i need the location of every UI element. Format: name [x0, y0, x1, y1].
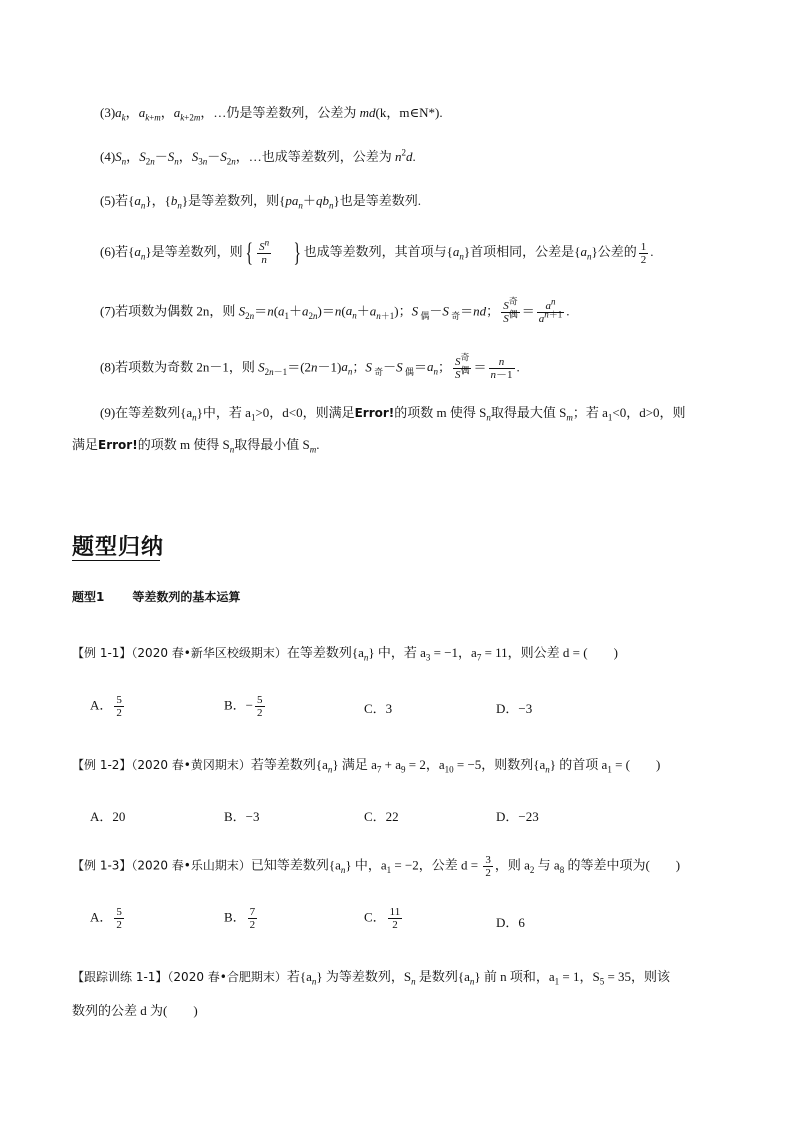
s-odd-over-s-even: $\frac{S^奇}{S^偶}$ [503, 296, 518, 325]
example-1-1-option-c[interactable]: C．3 [364, 701, 393, 716]
type-1-heading [72, 588, 240, 605]
an-over-an1: $\frac{a^n}{a^{n+1}}$ [538, 296, 563, 325]
property-6-text-2: 也成等差数列，其首项与 [303, 243, 447, 259]
example-1-1-source: （2020 春•新华区校级期末） [131, 646, 287, 660]
error-placeholder: Error! [354, 406, 395, 420]
right-brace: } [293, 238, 302, 267]
ex13-opt-c-label: C． [364, 909, 386, 925]
ex12-t2: } 满足 a [332, 757, 377, 772]
property-8: (8)若项数为奇数 2n－1，则 $S_{2n-1}=(2n-1)a_n$；S $_奇$－S $_偶=a_n$； $\frac{S^奇}{S^偶}$ ＝ $\frac{n}{n-1}$ . [100, 352, 520, 381]
example-1-1-option-a[interactable]: A． $\frac{5}{2}$ [90, 694, 122, 719]
type-1-title: 等差数列的基本运算 [132, 590, 241, 604]
section-title-underline [72, 560, 160, 561]
property-6-text-3: 首项相同，公差是 [470, 243, 575, 259]
example-1-2-source: （2020 春•黄冈期末） [131, 758, 251, 772]
property-6-text-4: 公差的 [597, 243, 637, 259]
section-title: 题型归纳 [72, 535, 165, 560]
property-9-line-1: (9)在等差数列$\{a_n\}$中，若 $a_1>0$，d<0，则满足Error!的项数 m 使得 $S_n$取得最大值 $S_m$；若 $a_1<0$，d>0，则 [100, 405, 686, 423]
tr11-t2: } 为等差数列，S [316, 969, 412, 984]
property-3-tail: (k，m∈N*). [375, 105, 443, 120]
example-1-3-source: （2020 春•乐山期末） [131, 858, 251, 873]
property-8-label: (8)若项数为奇数 2n－1，则 [100, 359, 255, 375]
ex13-t2: } 中，a [345, 857, 387, 873]
n-over-n-minus-1: $\frac{n}{n-1}$ [490, 356, 513, 381]
left-brace: { [245, 238, 253, 267]
p9-text-f: ；若 a [572, 405, 608, 420]
example-1-2-label: 【例 1-2】 [72, 758, 132, 772]
training-1-1-label: 【跟踪训练 1-1】 [72, 970, 168, 984]
ex13-opt-a-label: A． [90, 909, 113, 925]
property-9-line-2: 满足Error!的项数 m 使得 $S_n$取得最小值 $S_m$. [72, 437, 320, 455]
p9-text-a: (9)在等差数列{a [100, 405, 193, 420]
property-3: $(3)a_k$，$a_{k+m}$，$a_{k+2m}$，…仍是等差数列，公差为 md(k，m∈N*). [100, 105, 443, 123]
ex13-t4: ，则 a [494, 857, 530, 873]
property-6-text-1: 是等差数列，则 [151, 243, 243, 259]
training-1-1-line-2: 数列的公差 d 为( ) [72, 1003, 198, 1018]
example-1-1-label: 【例 1-1】 [72, 646, 132, 660]
ex12-t6: } 的首项 a [549, 757, 608, 772]
example-1-3-option-a[interactable]: A． $\frac{5}{2}$ [90, 906, 122, 931]
opt-b-label: B．− [224, 697, 254, 713]
ex12-t3: + a [381, 757, 401, 772]
property-4-label: (4) [100, 149, 116, 164]
example-1-3-label: 【例 1-3】 [72, 858, 132, 873]
ex11-t2: } 中，若 a [368, 645, 426, 660]
tr11-t5: = 1，S [559, 969, 600, 984]
property-3-label: (3) [100, 105, 116, 120]
example-1-2-option-a[interactable]: A．20 [90, 809, 126, 824]
error-placeholder-2: Error! [98, 438, 138, 452]
training-1-1: 【跟踪训练 1-1】（2020 春•合肥期末）若$\{a_n\}$ 为等差数列，$S_n$ 是数列$\{a_n\}$ 前 n 项和，$a_1 = 1$，$S_5 = 35$，则该 [72, 969, 671, 987]
ex12-t5: = −5，则数列{a [453, 757, 546, 772]
ex11-t3: = −1，a [430, 645, 477, 660]
p9-text-j: 取得最小值 S [234, 437, 310, 452]
ex11-t4: = 11，则公差 d = ( ) [481, 645, 618, 660]
property-4-text: 也成等差数列，公差为 [261, 149, 392, 164]
tr11-t1: 若{a [286, 969, 312, 984]
training-1-1-source: （2020 春•合肥期末） [167, 970, 287, 984]
s-odd-over-s-even-2: $\frac{S^奇}{S^偶}$ [454, 352, 470, 381]
property-7-label: (7)若项数为偶数 2n，则 [100, 303, 236, 319]
tr11-t6: = 35，则该 [604, 969, 671, 984]
property-7: (7)若项数为偶数 2n，则 $S_{2n}=n(a_1+a_{2n})=n(a_n+a_{n+1})$；S $_偶$－S $_奇$＝nd； $\frac{S^奇}{S^偶}$ ＝ $\frac{a^n}{a^{n+1}}$ . [100, 296, 570, 325]
property-5-text: 是等差数列，则 [188, 193, 280, 208]
property-4: $(4)S_n$，$S_{2n}-S_n$，$S_{3n}-S_{2n}$，…也成等差数列，公差为 $n^2d$. [100, 147, 416, 167]
example-1-3: 【例 1-3】（2020 春•乐山期末）已知等差数列$\{a_n\}$ 中，$a_1 = -2$，公差 d = $\frac{3}{2}$ ，则 $a_2$ 与 $a_8$ 的等差中项为( ) [72, 854, 681, 879]
p9-text-c: >0，d<0，则满足 [255, 405, 355, 420]
ex12-t1: 若等差数列{a [250, 757, 328, 772]
ex12-t7: = ( ) [611, 757, 661, 772]
sn-over-n-fraction: $\frac{S^n}{n}$ [259, 236, 270, 266]
tr11-t4: } 前 n 项和，a [474, 969, 555, 984]
ex12-t4: = 2，a [405, 757, 445, 772]
property-6: (6)若$\{a_n\}$是等差数列，则{ $\frac{S^n}{n}$ } 也成等差数列，其首项与$\{a_n\}$首项相同，公差是$\{a_n\}$公差的 $\frac{1}{2}$ . [100, 236, 654, 267]
property-5: (5)若$\{a_n\}$，$\{b_n\}$是等差数列，则$\{pa_n+qb_n\}$也是等差数列. [100, 193, 421, 211]
p9-text-d: 的项数 m 使得 S [394, 405, 487, 420]
ex13-t6: 的等差中项为( ) [564, 857, 681, 873]
ex13-t3: = −2，公差 d = [391, 857, 482, 873]
example-1-2-option-d[interactable]: D．−23 [496, 809, 539, 824]
tr11-t3: 是数列{a [415, 969, 470, 984]
ex13-opt-b-label: B． [224, 909, 246, 925]
ex11-t1: 在等差数列{a [286, 645, 364, 660]
p9-text-g: <0，d>0，则 [612, 405, 686, 420]
property-3-text: 仍是等差数列，公差为 [226, 105, 357, 120]
example-1-2-option-b[interactable]: B．−3 [224, 809, 260, 824]
example-1-2-option-c[interactable]: C．22 [364, 809, 399, 824]
property-5-label: (5)若 [100, 193, 129, 208]
type-1-tag: 题型1 [72, 590, 105, 604]
p9-text-h: 满足 [72, 437, 99, 452]
p9-text-b: }中，若 a [196, 405, 251, 420]
p9-text-i: 的项数 m 使得 S [137, 437, 230, 452]
property-5-tail: 也是等差数列. [339, 193, 421, 208]
three-halves: $\frac{3}{2}$ [485, 854, 491, 879]
p9-text-e: 取得最大值 S [490, 405, 567, 420]
example-1-1-option-b[interactable]: B．− $\frac{5}{2}$ [224, 694, 263, 719]
example-1-1-option-d[interactable]: D．−3 [496, 701, 533, 716]
example-1-3-option-c[interactable]: C． $\frac{11}{2}$ [364, 906, 401, 931]
example-1-3-option-d[interactable]: D．6 [496, 915, 525, 930]
example-1-1: 【例 1-1】（2020 春•新华区校级期末）在等差数列$\{a_n\}$ 中，若 $a_3 = -1$，$a_7 = 11$，则公差 d = ( ) [72, 645, 618, 663]
property-6-label: (6)若 [100, 243, 129, 259]
ex13-t1: 已知等差数列{a [250, 857, 341, 873]
opt-a-label: A． [90, 697, 113, 713]
example-1-2: 【例 1-2】（2020 春•黄冈期末）若等差数列$\{a_n\}$ 满足 $a_7 + a_9 = 2$，$a_{10} = -5$，则数列$\{a_n\}$ 的首项 $a_1$ = ( ) [72, 757, 661, 775]
example-1-3-option-b[interactable]: B． $\frac{7}{2}$ [224, 906, 256, 931]
one-half-fraction: $\frac{1}{2}$ [640, 240, 647, 266]
ex13-t5: 与 a [534, 857, 560, 873]
